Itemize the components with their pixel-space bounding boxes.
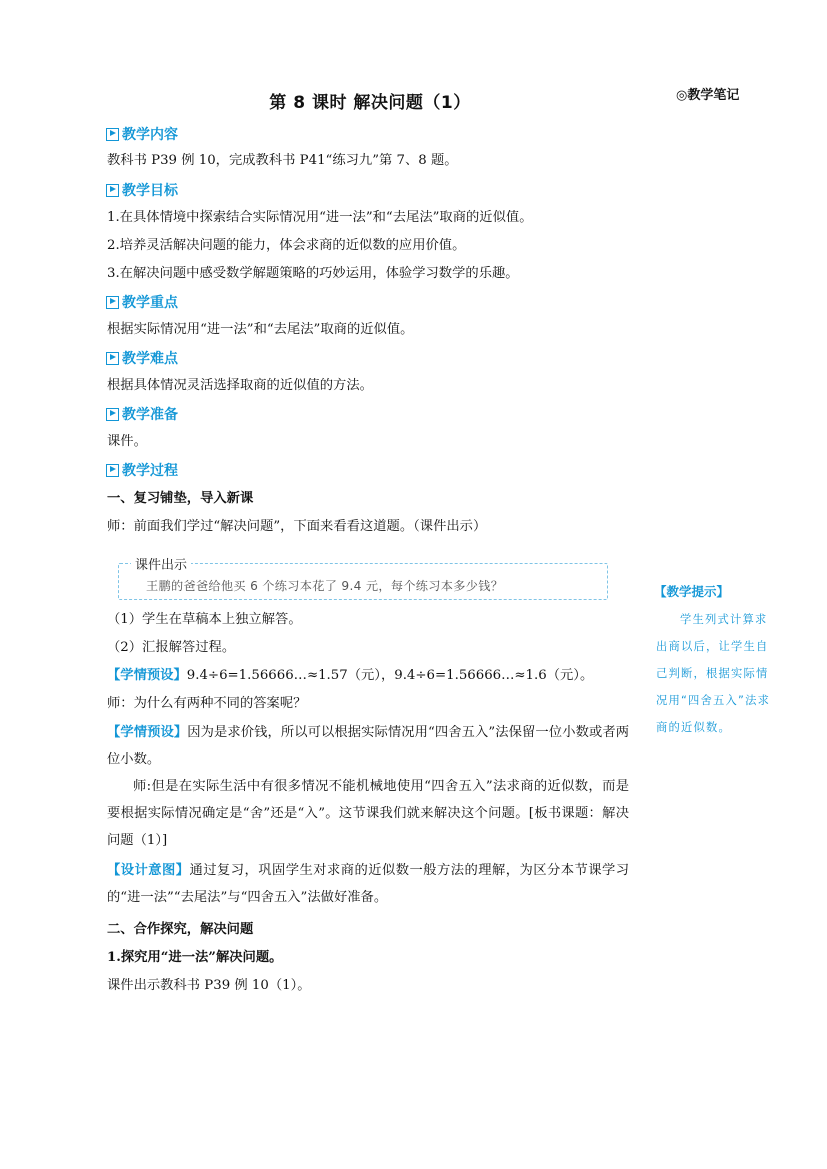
teaching-notes-tag: ◎教学笔记 (676, 88, 740, 103)
section-key-heading (106, 293, 178, 311)
teacher-intro: 师：前面我们学过“解决问题”，下面来看看这道题。（课件出示） (107, 519, 487, 534)
section-heading-label: 教学目标 (122, 183, 178, 199)
section-heading-label: 教学重点 (122, 295, 178, 311)
goal-item: 3.在解决问题中感受数学解题策略的巧妙运用，体验学习数学的乐趣。 (107, 266, 519, 281)
section-content-heading (106, 125, 178, 143)
sub1-title: 1.探究用“进一法”解决问题。 (107, 950, 283, 965)
preset-tag: 【学情预设】 (107, 668, 187, 683)
part1-title: 一、复习铺垫，导入新课 (107, 491, 254, 506)
part2-title: 二、合作探究，解决问题 (107, 922, 254, 937)
play-icon (106, 464, 119, 477)
goal-item: 2.培养灵活解决问题的能力，体会求商的近似数的应用价值。 (107, 238, 466, 253)
page-title: 第 8 课时 解决问题（1） (269, 93, 471, 113)
courseware-label: 课件出示 (131, 554, 191, 573)
section-process-heading (106, 461, 178, 479)
prep-text: 课件。 (107, 434, 147, 449)
preset-2 (107, 719, 629, 773)
section-heading-label: 教学准备 (122, 407, 178, 423)
section-difficulty-heading (106, 349, 178, 367)
preset-tag: 【学情预设】 (107, 725, 188, 740)
courseware-text: 王鹏的爸爸给他买 6 个练习本花了 9.4 元，每个练习本多少钱？ (146, 579, 504, 593)
teacher-question: 师：为什么有两种不同的答案呢？ (107, 696, 307, 711)
section-heading-label: 教学难点 (122, 351, 178, 367)
play-icon (106, 128, 119, 141)
design-intent (107, 857, 629, 911)
teaching-hint-title: 【教学提示】 (654, 584, 730, 599)
sub1-text: 课件出示教科书 P39 例 10（1）。 (107, 978, 311, 993)
play-icon (106, 408, 119, 421)
play-icon (106, 296, 119, 309)
design-tag: 【设计意图】 (107, 863, 190, 878)
step-1: （1）学生在草稿本上独立解答。 (107, 612, 302, 627)
section-heading-label: 教学内容 (122, 127, 178, 143)
section-heading-label: 教学过程 (122, 463, 178, 479)
teacher-explain: 师:但是在实际生活中有很多情况不能机械地使用“四舍五入”法求商的近似数，而是要根据实际情况确定是“舍”还是“入”。这节课我们就来解决这个问题。[板书课题：解决问题（1）] (107, 779, 629, 848)
goal-item: 1.在具体情境中探索结合实际情况用“进一法”和“去尾法”取商的近似值。 (107, 210, 533, 225)
play-icon (106, 352, 119, 365)
play-icon (106, 184, 119, 197)
content-text: 教科书 P39 例 10，完成教科书 P41“练习九”第 7、8 题。 (107, 153, 458, 168)
step-2: （2）汇报解答过程。 (107, 640, 236, 655)
key-text: 根据实际情况用“进一法”和“去尾法”取商的近似值。 (107, 322, 414, 337)
teaching-hint-body: 学生列式计算求出商以后，让学生自己判断，根据实际情况用“四舍五入”法求商的近似数。 (656, 613, 771, 734)
difficulty-text: 根据具体情况灵活选择取商的近似值的方法。 (107, 378, 373, 393)
preset-1 (107, 667, 593, 685)
preset-2-text: 因为是求价钱，所以可以根据实际情况用“四舍五入”法保留一位小数或者两位小数。 (107, 725, 629, 767)
design-text: 通过复习，巩固学生对求商的近似数一般方法的理解，为区分本节课学习的“进一法”“去尾法”与“四舍五入”法做好准备。 (107, 863, 630, 905)
section-prep-heading (106, 405, 178, 423)
preset-1-text: 9.4÷6=1.56666…≈1.57（元），9.4÷6=1.56666…≈1.6（元）。 (186, 668, 594, 683)
section-goals-heading (106, 181, 178, 199)
